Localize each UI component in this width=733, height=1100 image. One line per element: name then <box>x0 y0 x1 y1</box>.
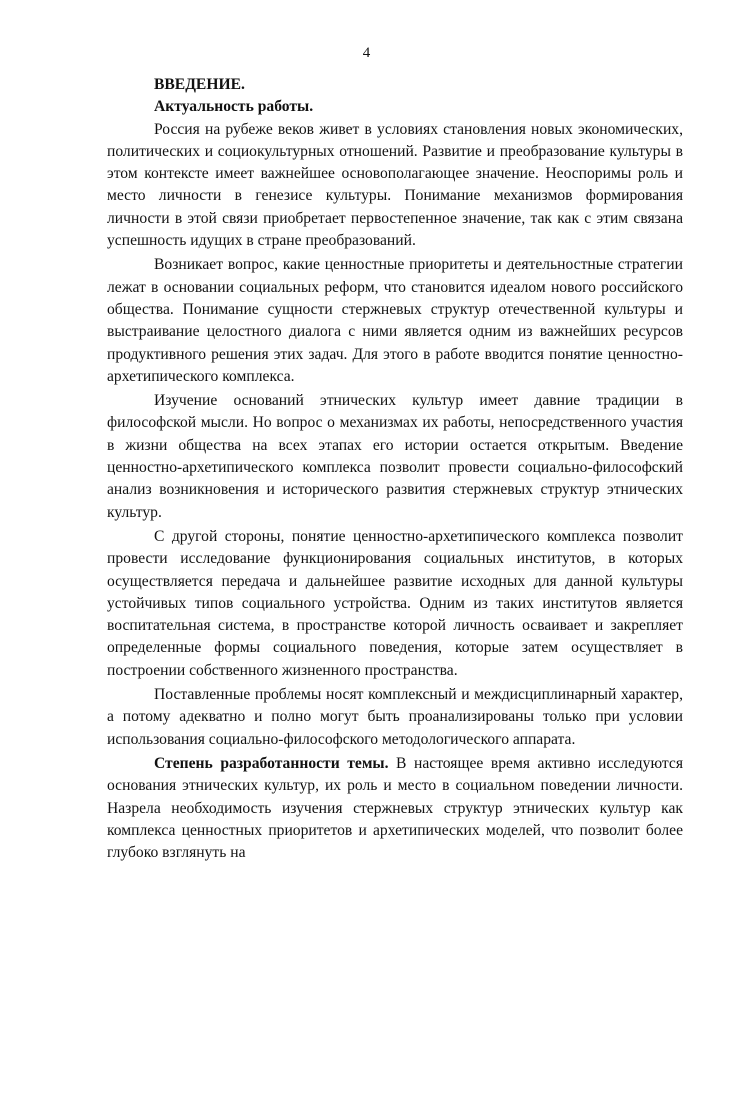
paragraph-2: Возникает вопрос, какие ценностные приоритеты и деятельностные стратегии лежат в основании социальных реформ, что становится идеалом нового российского общества. Понимание сущности стержневых структур отечественной культуры и выстраивание целостного диалога с ними является одним из важнейших ресурсов продуктивного решения этих задач. Для этого в работе вводится понятие ценностно-архетипического комплекса. <box>107 256 683 385</box>
section-heading-introduction: ВВЕДЕНИЕ. <box>154 76 245 93</box>
paragraph-1: Россия на рубеже веков живет в условиях становления новых экономических, политических и социокультурных отношений. Развитие и преобразование культуры в этом контексте имеет важнейшее основополагающее значение. Неоспоримы роль и место личности в генезисе культуры. Понимание механизмов формирования личности в этой связи приобретает первостепенное значение, так как с этим связана успешность идущих в стране преобразований. <box>107 120 683 250</box>
paragraph-development <box>107 753 683 864</box>
paragraph-3: Изучение оснований этнических культур имеет давние традиции в философской мысли. Но вопрос о механизмах их работы, непосредственного участия в жизни общества на всех этапах его истории остается открытым. Введение ценностно-архетипического комплекса позволит провести социально-философский анализ возникновения и исторического развития стержневых структур этнических культур. <box>107 392 683 521</box>
page-number: 4 <box>362 45 371 61</box>
development-text: В настоящее время активно исследуются основания этнических культур, их роль и место в социальном поведении личности. Назрела необходимость изучения стержневых структур этнических культур как комплекса ценностных приоритетов и архетипических моделей, что позволит более глубоко взглянуть на <box>107 754 684 862</box>
document-body <box>107 74 683 864</box>
paragraph-4: С другой стороны, понятие ценностно-архетипического комплекса позволит провести исследование функционирования социальных институтов, в которых осуществляется передача и дальнейшее развитие исходных для данной культуры устойчивых типов социального устройства. Одним из таких институтов является воспитательная система, в пространстве которой личность осваивает и закрепляет определенные формы социального поведения, которые затем осуществляет в построении собственного жизненного пространства. <box>107 527 683 679</box>
section-heading-relevance: Актуальность работы. <box>154 98 314 116</box>
paragraph-5: Поставленные проблемы носят комплексный и междисциплинарный характер, а потому адекватно и полно могут быть проанализированы только при условии использования социально-философского методологического аппарата. <box>107 686 683 748</box>
development-heading: Степень разработанности темы. <box>154 754 389 772</box>
